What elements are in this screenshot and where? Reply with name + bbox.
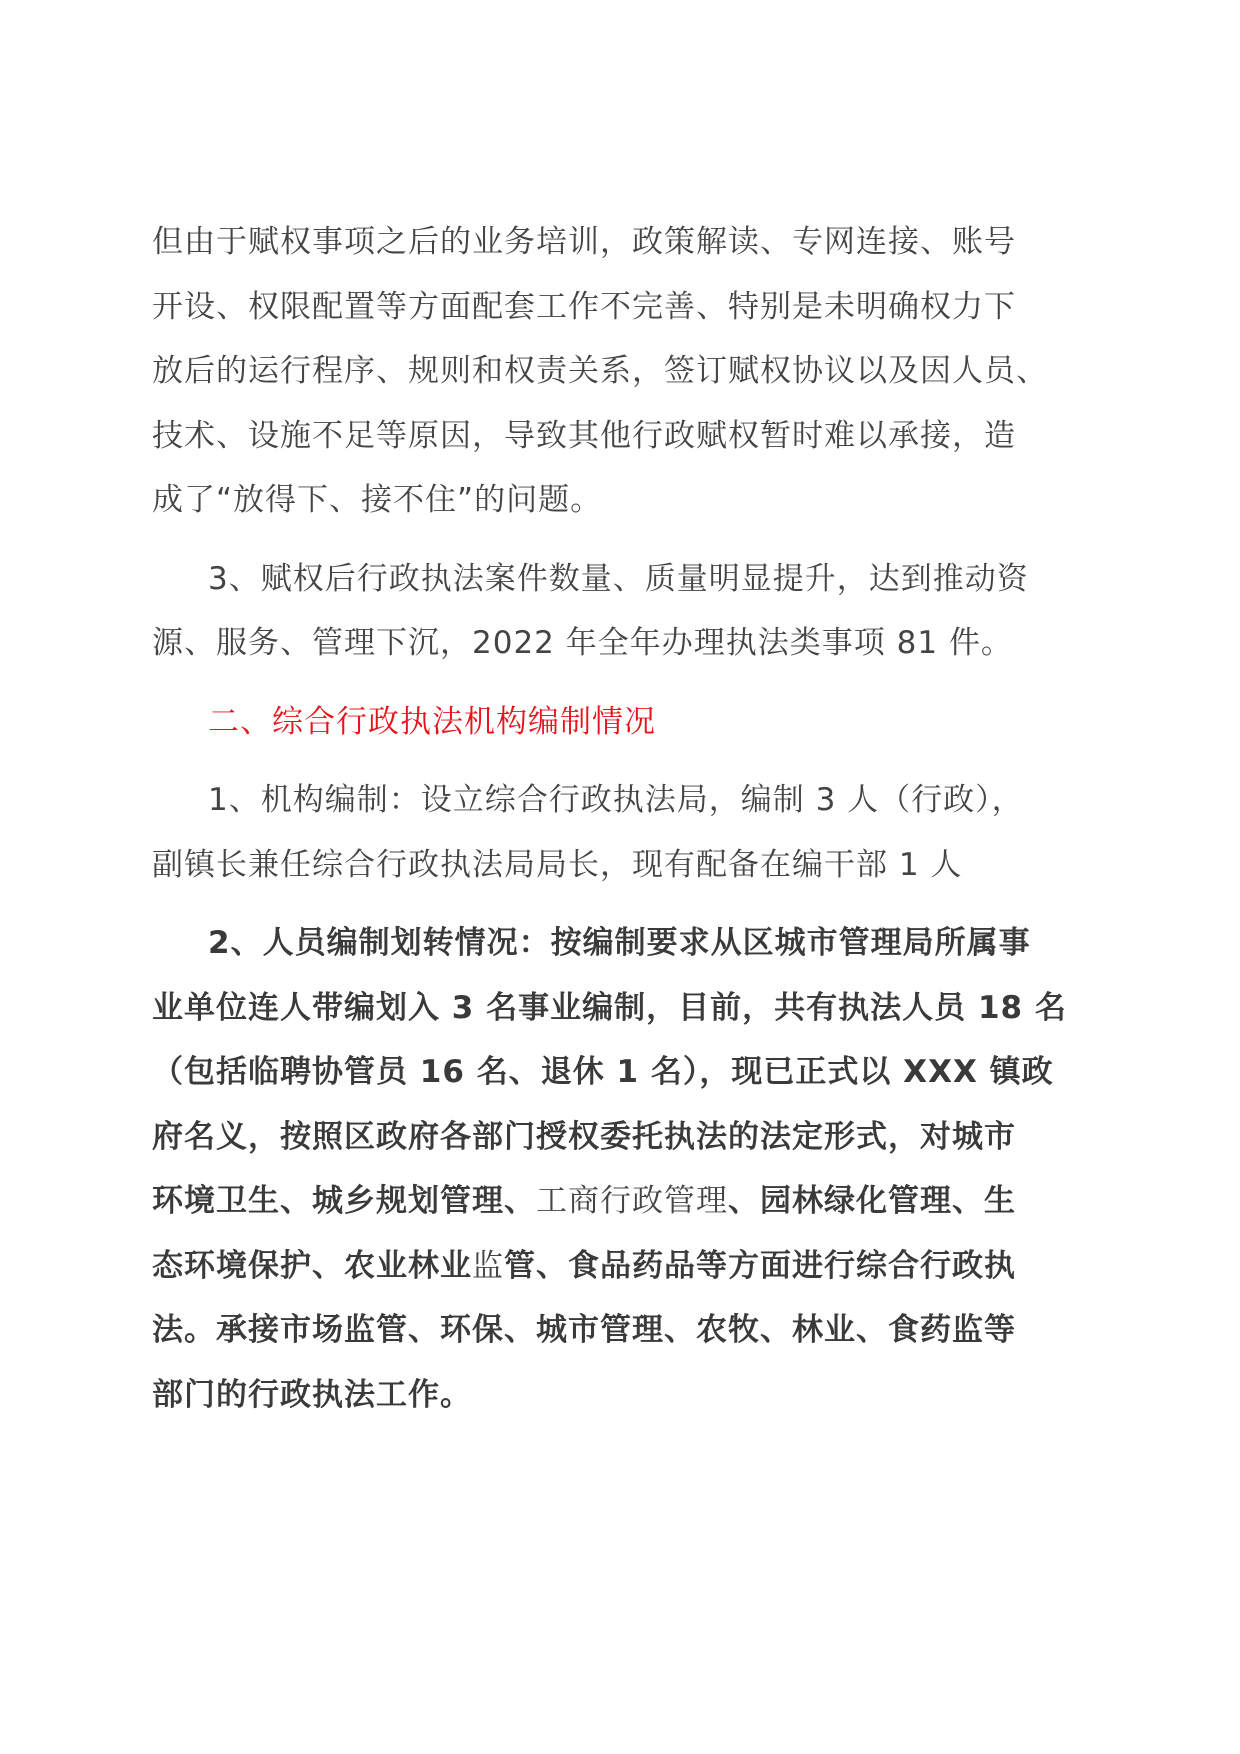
paragraph-line: 部门的行政执法工作。 bbox=[152, 1376, 472, 1413]
paragraph-line: 府名义，按照区政府各部门授权委托执法的法定形式，对城市 bbox=[152, 1118, 1016, 1155]
paragraph-3 bbox=[152, 768, 1092, 897]
paragraph-line: （包括临聘协管员 16 名、退休 1 名），现已正式以 XXX 镇政 bbox=[152, 1054, 1054, 1090]
section-heading bbox=[152, 690, 1092, 755]
paragraph-line bbox=[152, 1234, 1092, 1299]
paragraph-line: 2、人员编制划转情况：按编制要求从区城市管理局所属事 bbox=[208, 925, 1031, 961]
paragraph-line bbox=[152, 1169, 1092, 1234]
paragraph-4 bbox=[152, 911, 1092, 1427]
line-segment: 态环境保护、农业林业 bbox=[152, 1247, 472, 1284]
paragraph-1 bbox=[152, 210, 1092, 533]
paragraph-line: 副镇长兼任综合行政执法局局长，现有配备在编干部 1 人 bbox=[152, 846, 963, 883]
paragraph-line: 技术、设施不足等原因，导致其他行政赋权暂时难以承接，造 bbox=[152, 417, 1016, 454]
heading-text: 二、综合行政执法机构编制情况 bbox=[208, 703, 656, 740]
paragraph-line: 业单位连人带编划入 3 名事业编制，目前，共有执法人员 18 名 bbox=[152, 989, 1067, 1026]
paragraph-line: 3、赋权后行政执法案件数量、质量明显提升，达到推动资 bbox=[208, 560, 1029, 597]
paragraph-line: 开设、权限配置等方面配套工作不完善、特别是未明确权力下 bbox=[152, 288, 1016, 325]
paragraph-line: 法。承接市场监管、环保、城市管理、农牧、林业、食药监等 bbox=[152, 1312, 1016, 1348]
line-segment: 、园林绿化管理、生 bbox=[728, 1183, 1016, 1219]
line-segment-regular: 工商行政管理 bbox=[536, 1183, 728, 1219]
document-body bbox=[152, 210, 1092, 1441]
paragraph-line: 1、机构编制：设立综合行政执法局，编制 3 人（行政）， bbox=[208, 782, 1024, 818]
paragraph-line: 成了“放得下、接不住”的问题。 bbox=[152, 482, 603, 518]
paragraph-line: 放后的运行程序、规则和权责关系，签订赋权协议以及因人员、 bbox=[152, 353, 1048, 389]
line-segment: 环境卫生、城乡规划管理、 bbox=[152, 1183, 536, 1219]
paragraph-2 bbox=[152, 547, 1092, 676]
paragraph-line: 但由于赋权事项之后的业务培训，政策解读、专网连接、账号 bbox=[152, 224, 1016, 260]
line-segment: 管、食品药品等方面进行综合行政执 bbox=[504, 1247, 1016, 1284]
paragraph-line: 源、服务、管理下沉，2022 年全年办理执法类事项 81 件。 bbox=[152, 625, 1013, 661]
line-segment-regular: 监 bbox=[472, 1247, 504, 1284]
